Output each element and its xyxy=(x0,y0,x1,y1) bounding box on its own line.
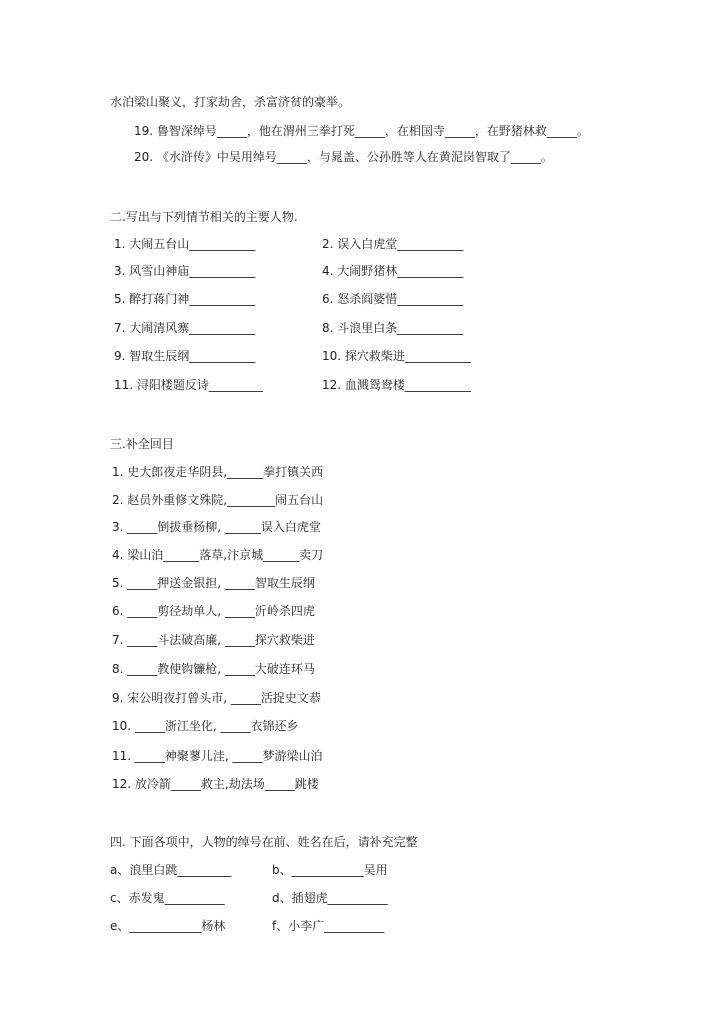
s4-item-d: d、插翅虎__________ xyxy=(272,891,388,905)
s4-item-b: b、____________吴用 xyxy=(272,863,388,877)
section3-title: 三.补全回目 xyxy=(110,437,174,451)
s4-item-e: e、____________杨林 xyxy=(110,919,226,933)
s2-item-8: 8. 斗浪里白条___________ xyxy=(322,321,464,335)
s3-item-4: 4. 梁山泊______落草,汴京城______卖刀 xyxy=(112,548,324,562)
s3-item-5: 5. _____押送金银担, _____智取生辰纲 xyxy=(112,576,315,590)
s3-item-6: 6. _____剪径劫单人, _____沂岭杀四虎 xyxy=(112,604,315,618)
s2-item-3: 3. 风雪山神庙___________ xyxy=(114,264,256,278)
s4-item-f: f、小李广__________ xyxy=(272,919,385,933)
s2-item-2: 2. 误入白虎堂___________ xyxy=(322,237,464,251)
question-19: 19. 鲁智深绰号_____，他在渭州三拳打死_____，在相国寺_____，在野猪林救_____。 xyxy=(134,124,589,138)
s2-item-12: 12. 血溅鸳鸯楼___________ xyxy=(322,378,471,392)
s3-item-2: 2. 赵员外重修文殊院,________闹五台山 xyxy=(112,493,324,507)
s2-item-9: 9. 智取生辰纲___________ xyxy=(114,349,256,363)
s2-item-10: 10. 探穴救柴进___________ xyxy=(322,349,471,363)
s3-item-8: 8. _____教使钩镰枪, _____大破连环马 xyxy=(112,662,315,676)
section2-title: 二.写出与下列情节相关的主要人物. xyxy=(110,210,298,224)
s2-item-5: 5. 醉打蒋门神___________ xyxy=(114,292,256,306)
s3-item-1: 1. 史大郎夜走华阴县,______拳打镇关西 xyxy=(112,465,324,479)
s3-item-9: 9. 宋公明夜打曾头市, _____活捉史文恭 xyxy=(112,691,321,705)
s3-item-10: 10. _____浙江坐化, _____衣锦还乡 xyxy=(112,719,299,733)
s3-item-12: 12. 放冷箭_____救主,劫法场_____跳楼 xyxy=(112,777,319,791)
s3-item-7: 7. _____斗法破高廉, _____探穴救柴进 xyxy=(112,633,315,647)
s2-item-7: 7. 大闹清风寨___________ xyxy=(114,321,256,335)
s3-item-11: 11. _____神聚蓼儿洼, _____梦游梁山泊 xyxy=(112,749,323,763)
s4-item-c: c、赤发鬼__________ xyxy=(110,891,225,905)
intro-tail: 水泊梁山聚义，打家劫舍，杀富济贫的豪举。 xyxy=(110,95,351,109)
s2-item-4: 4. 大闹野猪林___________ xyxy=(322,264,464,278)
s2-item-6: 6. 怒杀阎婆惜___________ xyxy=(322,292,464,306)
s4-item-a: a、浪里白跳_________ xyxy=(110,863,232,877)
question-20: 20. 《水浒传》中吴用绰号_____，与晁盖、公孙胜等人在黄泥岗智取了_____。 xyxy=(134,150,553,164)
s2-item-11: 11. 浔阳楼题反诗_________ xyxy=(114,378,263,392)
s2-item-1: 1. 大闹五台山___________ xyxy=(114,237,256,251)
section4-title: 四. 下面各项中，人物的绰号在前、姓名在后，请补充完整 xyxy=(110,835,418,849)
s3-item-3: 3. _____倒拔垂杨柳, ______误入白虎堂 xyxy=(112,520,321,534)
